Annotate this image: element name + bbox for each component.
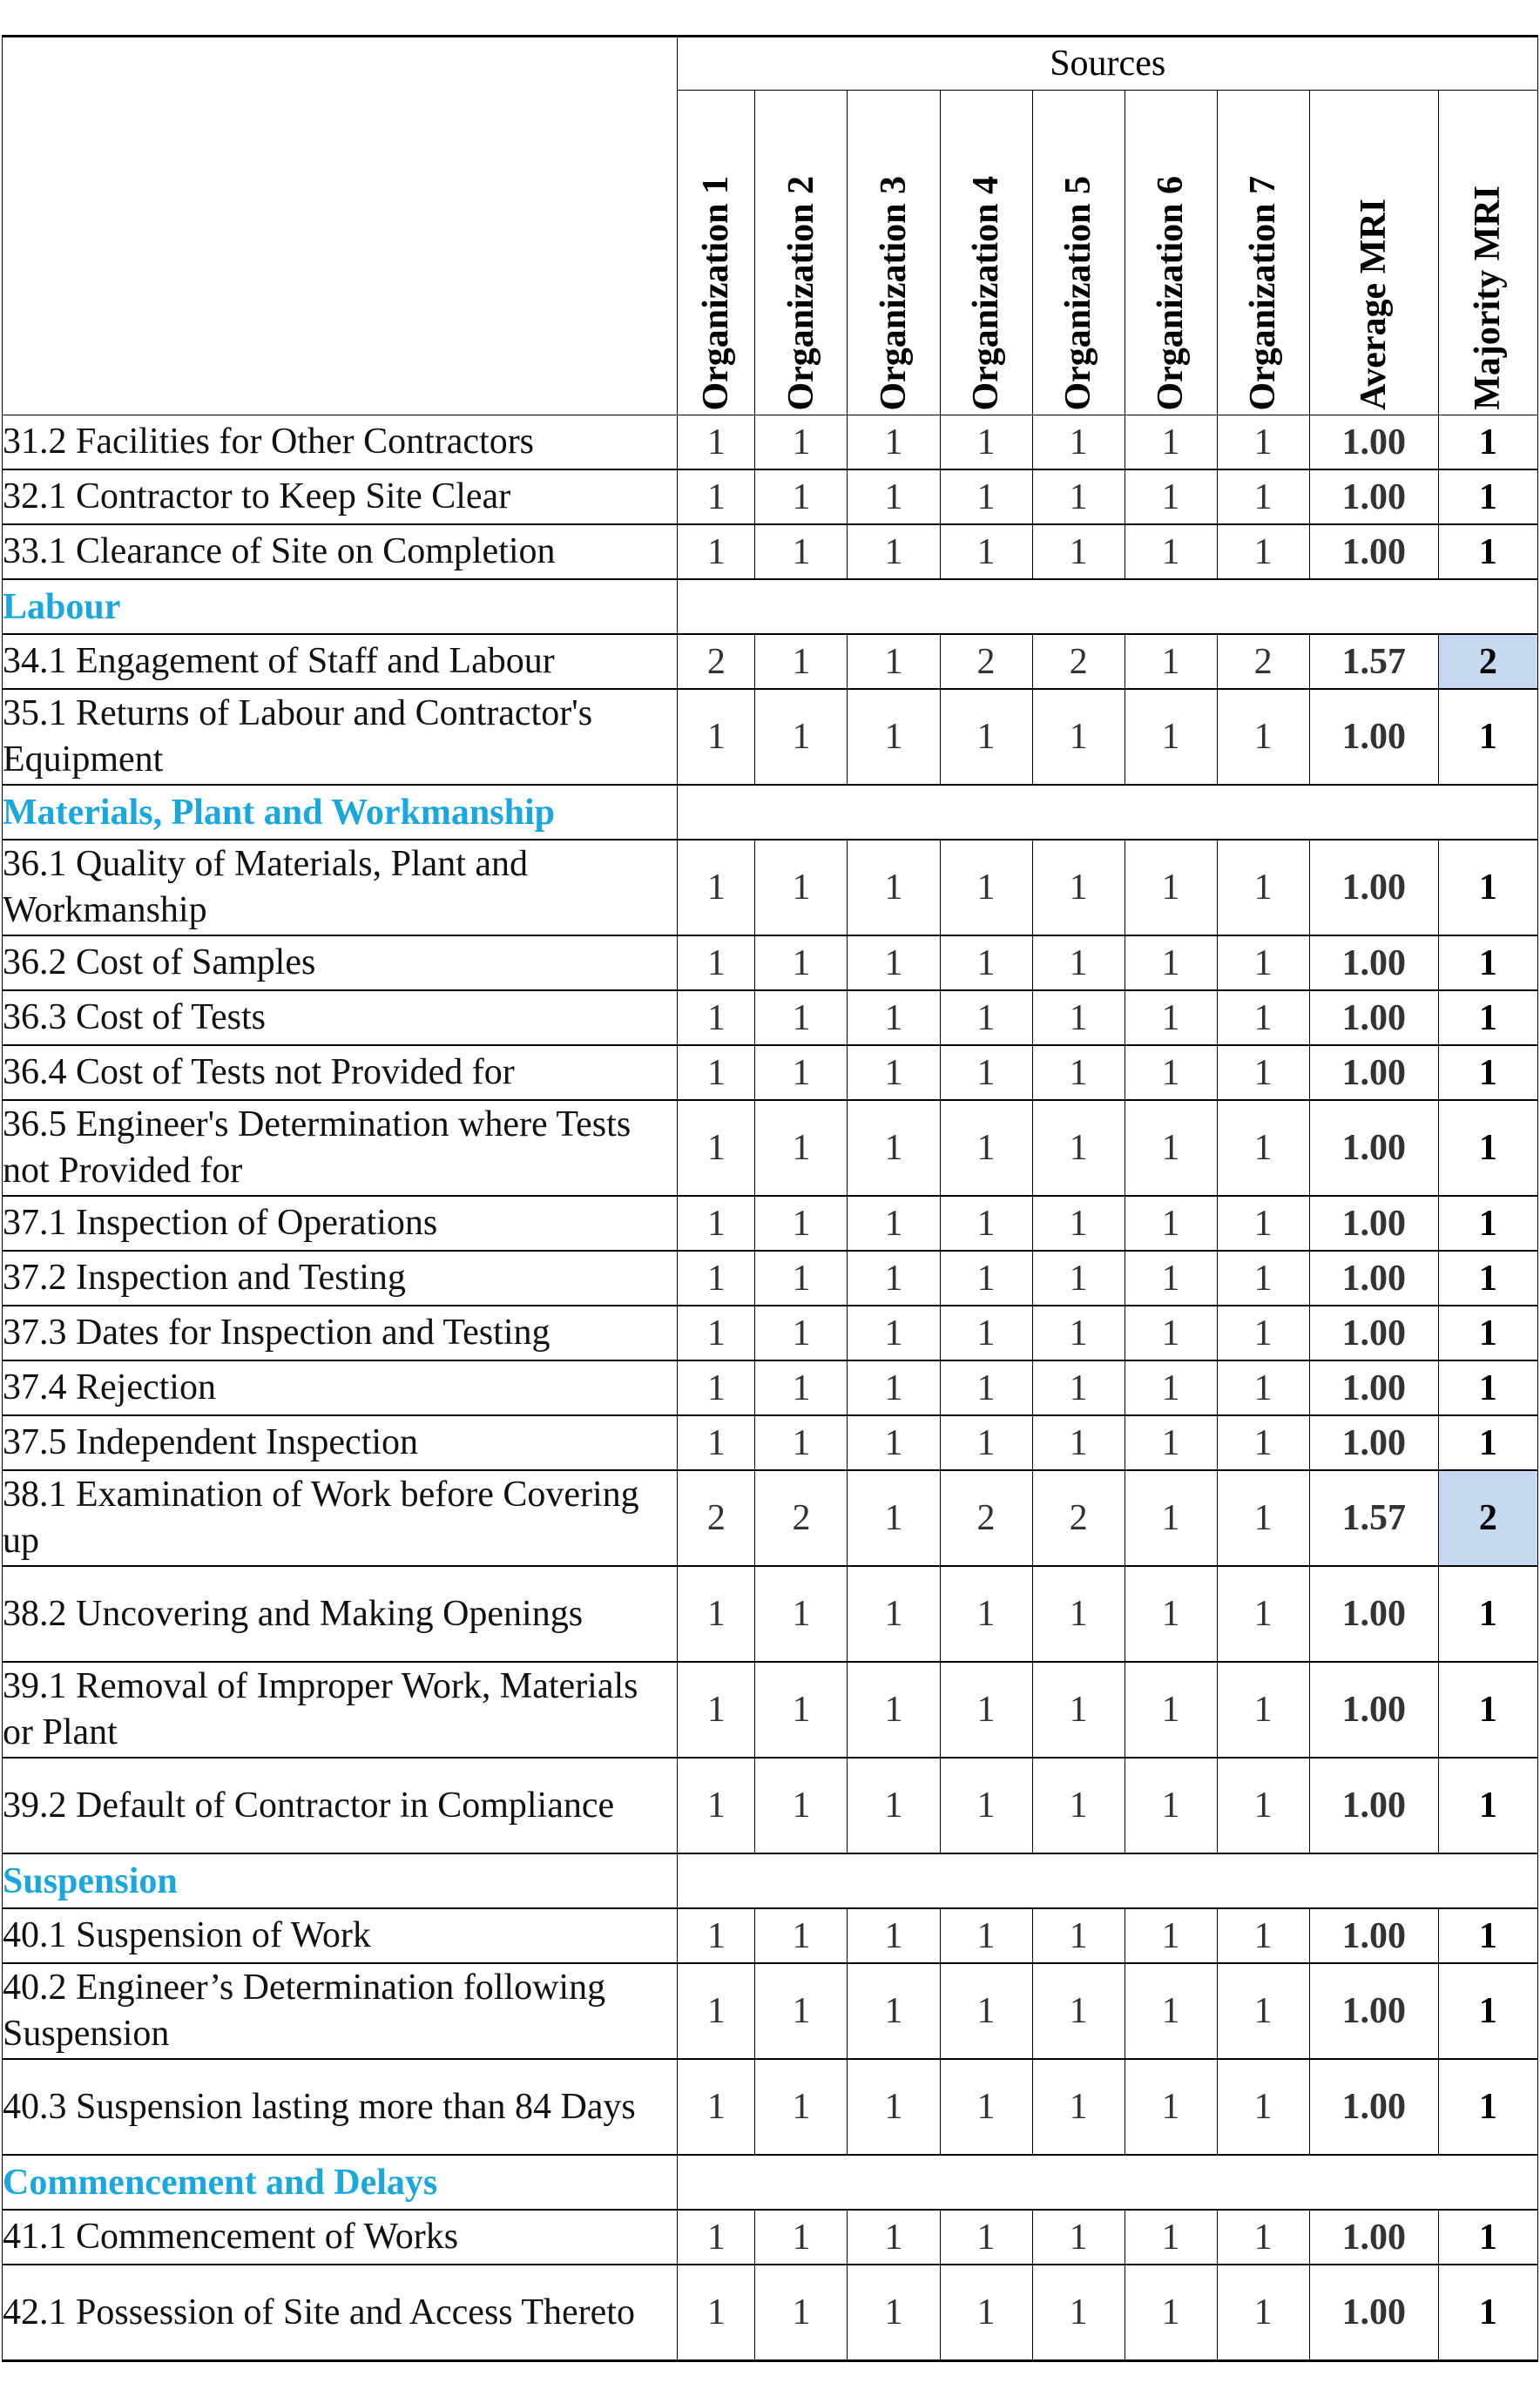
section-row bbox=[3, 2155, 1538, 2210]
org-5-value: 1 bbox=[1032, 1100, 1125, 1196]
org-4-value: 1 bbox=[940, 1045, 1032, 1100]
org-2-value: 1 bbox=[755, 990, 848, 1045]
table-row bbox=[3, 524, 1538, 579]
table-body bbox=[3, 415, 1538, 2361]
row-label: 38.1 Examination of Work before Covering up bbox=[3, 1470, 678, 1566]
org-3-value: 1 bbox=[848, 689, 940, 785]
average-mri-value: 1.00 bbox=[1309, 1100, 1438, 1196]
org-7-value: 1 bbox=[1217, 1360, 1309, 1415]
org-5-value: 1 bbox=[1032, 1908, 1125, 1963]
org-5-value: 1 bbox=[1032, 990, 1125, 1045]
org-4-value: 1 bbox=[940, 1908, 1032, 1963]
org-3-value: 1 bbox=[848, 1415, 940, 1470]
org-3-value: 1 bbox=[848, 935, 940, 990]
org-2-value: 1 bbox=[755, 1045, 848, 1100]
majority-mri-value: 1 bbox=[1438, 415, 1537, 470]
org-2-value: 2 bbox=[755, 1470, 848, 1566]
org-5-value: 1 bbox=[1032, 689, 1125, 785]
org-6-value: 1 bbox=[1125, 1196, 1217, 1251]
majority-mri-value: 1 bbox=[1438, 1045, 1537, 1100]
org-1-value: 1 bbox=[678, 990, 755, 1045]
org-5-value: 1 bbox=[1032, 415, 1125, 470]
org-6-value: 1 bbox=[1125, 1100, 1217, 1196]
org-6-value: 1 bbox=[1125, 1251, 1217, 1306]
org-7-value: 1 bbox=[1217, 840, 1309, 935]
table-row bbox=[3, 1963, 1538, 2059]
majority-mri-value: 1 bbox=[1438, 2059, 1537, 2155]
row-label: 37.4 Rejection bbox=[3, 1360, 678, 1415]
section-row bbox=[3, 579, 1538, 634]
section-label: Suspension bbox=[3, 1853, 678, 1908]
org-6-value: 1 bbox=[1125, 2059, 1217, 2155]
mri-table bbox=[2, 35, 1538, 2362]
table-row bbox=[3, 1415, 1538, 1470]
org-7-value: 1 bbox=[1217, 990, 1309, 1045]
average-mri-value: 1.00 bbox=[1309, 524, 1438, 579]
org-2-value: 1 bbox=[755, 1306, 848, 1360]
org-1-value: 1 bbox=[678, 1908, 755, 1963]
org-3-value: 1 bbox=[848, 1251, 940, 1306]
average-mri-value: 1.00 bbox=[1309, 1963, 1438, 2059]
org-2-value: 1 bbox=[755, 1360, 848, 1415]
row-label: 34.1 Engagement of Staff and Labour bbox=[3, 634, 678, 689]
section-row bbox=[3, 1853, 1538, 1908]
org-4-value: 1 bbox=[940, 1306, 1032, 1360]
org-7-value: 1 bbox=[1217, 524, 1309, 579]
org-1-value: 1 bbox=[678, 1196, 755, 1251]
row-label: 40.1 Suspension of Work bbox=[3, 1908, 678, 1963]
average-mri-value: 1.00 bbox=[1309, 840, 1438, 935]
majority-mri-value: 1 bbox=[1438, 689, 1537, 785]
majority-mri-value: 1 bbox=[1438, 1963, 1537, 2059]
average-mri-value: 1.00 bbox=[1309, 1662, 1438, 1758]
org-5-value: 1 bbox=[1032, 1360, 1125, 1415]
majority-mri-value: 1 bbox=[1438, 469, 1537, 524]
table-row bbox=[3, 2265, 1538, 2361]
org-2-value: 1 bbox=[755, 935, 848, 990]
org-5-value: 1 bbox=[1032, 1306, 1125, 1360]
org-4-value: 1 bbox=[940, 840, 1032, 935]
org-7-value: 1 bbox=[1217, 1662, 1309, 1758]
org-3-value: 1 bbox=[848, 1306, 940, 1360]
org-2-value: 1 bbox=[755, 634, 848, 689]
org-6-value: 1 bbox=[1125, 469, 1217, 524]
org-4-value: 1 bbox=[940, 935, 1032, 990]
org-3-value: 1 bbox=[848, 1045, 940, 1100]
col-header-org1: Organization 1 bbox=[678, 91, 755, 415]
org-3-value: 1 bbox=[848, 1360, 940, 1415]
org-7-value: 1 bbox=[1217, 1963, 1309, 2059]
org-6-value: 1 bbox=[1125, 935, 1217, 990]
org-4-value: 1 bbox=[940, 469, 1032, 524]
org-1-value: 1 bbox=[678, 689, 755, 785]
row-label: 36.3 Cost of Tests bbox=[3, 990, 678, 1045]
org-5-value: 1 bbox=[1032, 840, 1125, 935]
org-1-value: 1 bbox=[678, 1758, 755, 1853]
average-mri-value: 1.00 bbox=[1309, 415, 1438, 470]
org-5-value: 1 bbox=[1032, 524, 1125, 579]
org-3-value: 1 bbox=[848, 2265, 940, 2361]
row-label: 32.1 Contractor to Keep Site Clear bbox=[3, 469, 678, 524]
org-3-value: 1 bbox=[848, 524, 940, 579]
org-7-value: 1 bbox=[1217, 2059, 1309, 2155]
org-3-value: 1 bbox=[848, 1196, 940, 1251]
org-5-value: 1 bbox=[1032, 1251, 1125, 1306]
majority-mri-value: 1 bbox=[1438, 2210, 1537, 2265]
org-2-value: 1 bbox=[755, 840, 848, 935]
average-mri-value: 1.00 bbox=[1309, 990, 1438, 1045]
org-6-value: 1 bbox=[1125, 1908, 1217, 1963]
org-1-value: 1 bbox=[678, 840, 755, 935]
table-row bbox=[3, 469, 1538, 524]
org-5-value: 1 bbox=[1032, 1566, 1125, 1662]
org-7-value: 1 bbox=[1217, 1196, 1309, 1251]
org-7-value: 1 bbox=[1217, 1306, 1309, 1360]
average-mri-value: 1.00 bbox=[1309, 689, 1438, 785]
org-7-value: 1 bbox=[1217, 415, 1309, 470]
org-4-value: 1 bbox=[940, 2265, 1032, 2361]
col-header-org5: Organization 5 bbox=[1032, 91, 1125, 415]
org-5-value: 1 bbox=[1032, 1963, 1125, 2059]
org-2-value: 1 bbox=[755, 2210, 848, 2265]
majority-mri-value: 1 bbox=[1438, 524, 1537, 579]
table-row bbox=[3, 689, 1538, 785]
org-4-value: 1 bbox=[940, 990, 1032, 1045]
row-label: 36.2 Cost of Samples bbox=[3, 935, 678, 990]
org-6-value: 1 bbox=[1125, 1662, 1217, 1758]
row-label: 31.2 Facilities for Other Contractors bbox=[3, 415, 678, 470]
org-2-value: 1 bbox=[755, 469, 848, 524]
org-3-value: 1 bbox=[848, 1758, 940, 1853]
average-mri-value: 1.00 bbox=[1309, 1758, 1438, 1853]
sources-group-header: Sources bbox=[678, 37, 1538, 91]
org-6-value: 1 bbox=[1125, 689, 1217, 785]
org-4-value: 1 bbox=[940, 1566, 1032, 1662]
section-empty-cell bbox=[678, 785, 1538, 840]
org-1-value: 1 bbox=[678, 524, 755, 579]
majority-mri-value: 1 bbox=[1438, 1908, 1537, 1963]
org-3-value: 1 bbox=[848, 1662, 940, 1758]
majority-mri-value: 1 bbox=[1438, 935, 1537, 990]
majority-mri-value: 1 bbox=[1438, 1100, 1537, 1196]
row-label: 37.3 Dates for Inspection and Testing bbox=[3, 1306, 678, 1360]
org-5-value: 1 bbox=[1032, 1662, 1125, 1758]
org-3-value: 1 bbox=[848, 634, 940, 689]
org-4-value: 1 bbox=[940, 1758, 1032, 1853]
org-4-value: 1 bbox=[940, 1100, 1032, 1196]
org-5-value: 1 bbox=[1032, 2210, 1125, 2265]
row-label: 36.1 Quality of Materials, Plant and Workmanship bbox=[3, 840, 678, 935]
average-mri-value: 1.57 bbox=[1309, 1470, 1438, 1566]
org-5-value: 1 bbox=[1032, 1415, 1125, 1470]
average-mri-value: 1.00 bbox=[1309, 1045, 1438, 1100]
average-mri-value: 1.00 bbox=[1309, 2265, 1438, 2361]
org-6-value: 1 bbox=[1125, 1415, 1217, 1470]
org-2-value: 1 bbox=[755, 1100, 848, 1196]
row-label: 40.3 Suspension lasting more than 84 Days bbox=[3, 2059, 678, 2155]
row-label: 35.1 Returns of Labour and Contractor's Equipment bbox=[3, 689, 678, 785]
table-row bbox=[3, 840, 1538, 935]
section-empty-cell bbox=[678, 2155, 1538, 2210]
majority-mri-value: 1 bbox=[1438, 990, 1537, 1045]
average-mri-value: 1.57 bbox=[1309, 634, 1438, 689]
org-1-value: 1 bbox=[678, 1100, 755, 1196]
row-label: 37.5 Independent Inspection bbox=[3, 1415, 678, 1470]
org-6-value: 1 bbox=[1125, 2265, 1217, 2361]
org-1-value: 1 bbox=[678, 1045, 755, 1100]
org-5-value: 1 bbox=[1032, 2059, 1125, 2155]
org-5-value: 2 bbox=[1032, 1470, 1125, 1566]
majority-mri-value: 1 bbox=[1438, 1415, 1537, 1470]
majority-mri-value-highlighted: 2 bbox=[1438, 1470, 1537, 1566]
org-2-value: 1 bbox=[755, 1251, 848, 1306]
org-1-value: 2 bbox=[678, 634, 755, 689]
table-row bbox=[3, 2059, 1538, 2155]
org-1-value: 2 bbox=[678, 1470, 755, 1566]
section-empty-cell bbox=[678, 579, 1538, 634]
org-7-value: 1 bbox=[1217, 1470, 1309, 1566]
org-1-value: 1 bbox=[678, 2210, 755, 2265]
org-2-value: 1 bbox=[755, 1415, 848, 1470]
average-mri-value: 1.00 bbox=[1309, 2210, 1438, 2265]
table-row bbox=[3, 1100, 1538, 1196]
org-4-value: 1 bbox=[940, 1251, 1032, 1306]
col-header-org7: Organization 7 bbox=[1217, 91, 1309, 415]
org-3-value: 1 bbox=[848, 1100, 940, 1196]
row-label: 36.4 Cost of Tests not Provided for bbox=[3, 1045, 678, 1100]
org-1-value: 1 bbox=[678, 1360, 755, 1415]
org-4-value: 1 bbox=[940, 1662, 1032, 1758]
org-1-value: 1 bbox=[678, 2059, 755, 2155]
average-mri-value: 1.00 bbox=[1309, 1415, 1438, 1470]
org-5-value: 1 bbox=[1032, 935, 1125, 990]
row-label: 37.2 Inspection and Testing bbox=[3, 1251, 678, 1306]
org-6-value: 1 bbox=[1125, 990, 1217, 1045]
majority-mri-value: 1 bbox=[1438, 840, 1537, 935]
majority-mri-value: 1 bbox=[1438, 1758, 1537, 1853]
org-6-value: 1 bbox=[1125, 1758, 1217, 1853]
org-7-value: 1 bbox=[1217, 1045, 1309, 1100]
average-mri-value: 1.00 bbox=[1309, 1251, 1438, 1306]
table-row bbox=[3, 990, 1538, 1045]
row-label: 39.2 Default of Contractor in Compliance bbox=[3, 1758, 678, 1853]
col-header-org4: Organization 4 bbox=[940, 91, 1032, 415]
org-6-value: 1 bbox=[1125, 1963, 1217, 2059]
org-2-value: 1 bbox=[755, 415, 848, 470]
org-4-value: 1 bbox=[940, 689, 1032, 785]
section-label: Labour bbox=[3, 579, 678, 634]
row-label: 36.5 Engineer's Determination where Tests not Provided for bbox=[3, 1100, 678, 1196]
section-label: Commencement and Delays bbox=[3, 2155, 678, 2210]
majority-mri-value: 1 bbox=[1438, 2265, 1537, 2361]
org-6-value: 1 bbox=[1125, 1566, 1217, 1662]
org-4-value: 1 bbox=[940, 524, 1032, 579]
majority-mri-value: 1 bbox=[1438, 1196, 1537, 1251]
row-label: 41.1 Commencement of Works bbox=[3, 2210, 678, 2265]
org-1-value: 1 bbox=[678, 1415, 755, 1470]
org-7-value: 1 bbox=[1217, 1566, 1309, 1662]
org-7-value: 1 bbox=[1217, 2210, 1309, 2265]
table-row bbox=[3, 1251, 1538, 1306]
average-mri-value: 1.00 bbox=[1309, 1566, 1438, 1662]
org-4-value: 1 bbox=[940, 415, 1032, 470]
table-row bbox=[3, 1045, 1538, 1100]
org-6-value: 1 bbox=[1125, 415, 1217, 470]
org-7-value: 1 bbox=[1217, 1908, 1309, 1963]
org-5-value: 1 bbox=[1032, 2265, 1125, 2361]
org-4-value: 1 bbox=[940, 2210, 1032, 2265]
section-label: Materials, Plant and Workmanship bbox=[3, 785, 678, 840]
org-7-value: 1 bbox=[1217, 1415, 1309, 1470]
row-label: 38.2 Uncovering and Making Openings bbox=[3, 1566, 678, 1662]
org-4-value: 1 bbox=[940, 1415, 1032, 1470]
section-row bbox=[3, 785, 1538, 840]
row-label: 39.1 Removal of Improper Work, Materials or Plant bbox=[3, 1662, 678, 1758]
org-5-value: 1 bbox=[1032, 1045, 1125, 1100]
org-2-value: 1 bbox=[755, 2059, 848, 2155]
org-3-value: 1 bbox=[848, 469, 940, 524]
org-2-value: 1 bbox=[755, 1662, 848, 1758]
org-6-value: 1 bbox=[1125, 840, 1217, 935]
org-7-value: 1 bbox=[1217, 1758, 1309, 1853]
org-3-value: 1 bbox=[848, 840, 940, 935]
table-row bbox=[3, 1566, 1538, 1662]
org-4-value: 1 bbox=[940, 1963, 1032, 2059]
table-row bbox=[3, 1470, 1538, 1566]
org-6-value: 1 bbox=[1125, 1360, 1217, 1415]
org-7-value: 1 bbox=[1217, 689, 1309, 785]
col-header-org6: Organization 6 bbox=[1125, 91, 1217, 415]
org-4-value: 2 bbox=[940, 634, 1032, 689]
org-4-value: 1 bbox=[940, 2059, 1032, 2155]
average-mri-value: 1.00 bbox=[1309, 2059, 1438, 2155]
row-label: 37.1 Inspection of Operations bbox=[3, 1196, 678, 1251]
org-6-value: 1 bbox=[1125, 2210, 1217, 2265]
table-row bbox=[3, 1758, 1538, 1853]
table-row bbox=[3, 634, 1538, 689]
col-header-org2: Organization 2 bbox=[755, 91, 848, 415]
row-label: 33.1 Clearance of Site on Completion bbox=[3, 524, 678, 579]
majority-mri-value: 1 bbox=[1438, 1360, 1537, 1415]
org-5-value: 1 bbox=[1032, 1758, 1125, 1853]
org-3-value: 1 bbox=[848, 415, 940, 470]
org-2-value: 1 bbox=[755, 1566, 848, 1662]
org-7-value: 1 bbox=[1217, 1100, 1309, 1196]
org-1-value: 1 bbox=[678, 935, 755, 990]
table-row bbox=[3, 415, 1538, 470]
org-1-value: 1 bbox=[678, 1306, 755, 1360]
org-1-value: 1 bbox=[678, 1662, 755, 1758]
org-4-value: 1 bbox=[940, 1196, 1032, 1251]
table-row bbox=[3, 1908, 1538, 1963]
org-6-value: 1 bbox=[1125, 634, 1217, 689]
table-row bbox=[3, 1196, 1538, 1251]
table-row bbox=[3, 1360, 1538, 1415]
majority-mri-value: 1 bbox=[1438, 1306, 1537, 1360]
org-2-value: 1 bbox=[755, 1963, 848, 2059]
org-2-value: 1 bbox=[755, 1196, 848, 1251]
org-1-value: 1 bbox=[678, 1251, 755, 1306]
org-6-value: 1 bbox=[1125, 1306, 1217, 1360]
org-4-value: 1 bbox=[940, 1360, 1032, 1415]
majority-mri-value: 1 bbox=[1438, 1251, 1537, 1306]
org-5-value: 1 bbox=[1032, 469, 1125, 524]
org-3-value: 1 bbox=[848, 1470, 940, 1566]
org-7-value: 2 bbox=[1217, 634, 1309, 689]
table-row bbox=[3, 935, 1538, 990]
org-1-value: 1 bbox=[678, 469, 755, 524]
org-5-value: 2 bbox=[1032, 634, 1125, 689]
org-2-value: 1 bbox=[755, 689, 848, 785]
org-3-value: 1 bbox=[848, 1963, 940, 2059]
org-7-value: 1 bbox=[1217, 469, 1309, 524]
org-2-value: 1 bbox=[755, 2265, 848, 2361]
org-6-value: 1 bbox=[1125, 1045, 1217, 1100]
table-row bbox=[3, 2210, 1538, 2265]
org-1-value: 1 bbox=[678, 415, 755, 470]
org-4-value: 2 bbox=[940, 1470, 1032, 1566]
col-header-majority-mri: Majority MRI bbox=[1438, 91, 1537, 415]
average-mri-value: 1.00 bbox=[1309, 1306, 1438, 1360]
average-mri-value: 1.00 bbox=[1309, 469, 1438, 524]
org-6-value: 1 bbox=[1125, 524, 1217, 579]
org-3-value: 1 bbox=[848, 2059, 940, 2155]
org-7-value: 1 bbox=[1217, 2265, 1309, 2361]
org-3-value: 1 bbox=[848, 1908, 940, 1963]
majority-mri-value: 1 bbox=[1438, 1662, 1537, 1758]
average-mri-value: 1.00 bbox=[1309, 1196, 1438, 1251]
majority-mri-value-highlighted: 2 bbox=[1438, 634, 1537, 689]
header-corner bbox=[3, 37, 678, 415]
org-1-value: 1 bbox=[678, 1963, 755, 2059]
org-7-value: 1 bbox=[1217, 1251, 1309, 1306]
org-3-value: 1 bbox=[848, 2210, 940, 2265]
average-mri-value: 1.00 bbox=[1309, 935, 1438, 990]
section-empty-cell bbox=[678, 1853, 1538, 1908]
majority-mri-value: 1 bbox=[1438, 1566, 1537, 1662]
org-7-value: 1 bbox=[1217, 935, 1309, 990]
org-5-value: 1 bbox=[1032, 1196, 1125, 1251]
average-mri-value: 1.00 bbox=[1309, 1360, 1438, 1415]
table-row bbox=[3, 1306, 1538, 1360]
col-header-average-mri: Average MRI bbox=[1309, 91, 1438, 415]
org-6-value: 1 bbox=[1125, 1470, 1217, 1566]
org-2-value: 1 bbox=[755, 1758, 848, 1853]
org-3-value: 1 bbox=[848, 1566, 940, 1662]
org-2-value: 1 bbox=[755, 1908, 848, 1963]
table-row bbox=[3, 1662, 1538, 1758]
org-1-value: 1 bbox=[678, 2265, 755, 2361]
org-2-value: 1 bbox=[755, 524, 848, 579]
average-mri-value: 1.00 bbox=[1309, 1908, 1438, 1963]
org-1-value: 1 bbox=[678, 1566, 755, 1662]
row-label: 42.1 Possession of Site and Access Thereto bbox=[3, 2265, 678, 2361]
org-3-value: 1 bbox=[848, 990, 940, 1045]
row-label: 40.2 Engineer’s Determination following Suspension bbox=[3, 1963, 678, 2059]
col-header-org3: Organization 3 bbox=[848, 91, 940, 415]
